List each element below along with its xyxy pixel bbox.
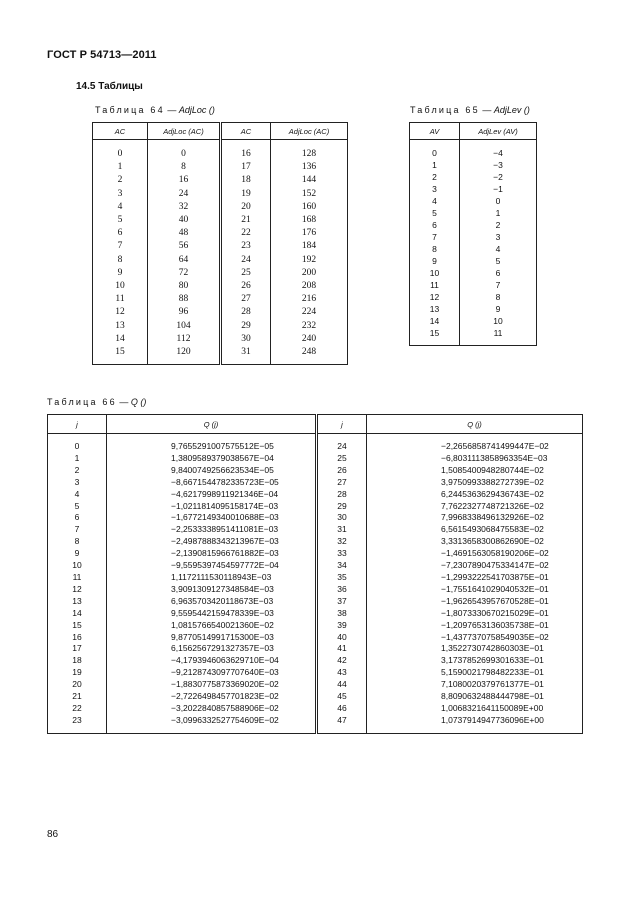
table-cell: 43 — [317, 667, 367, 679]
table-cell: 6,1562567291327357E−03 — [107, 643, 317, 655]
table-cell: 1 — [74, 452, 80, 463]
table-cell: 0 — [148, 148, 221, 161]
table-cell: 6 — [74, 512, 80, 523]
table-cell: 28 — [317, 489, 367, 501]
table-cell: 35 — [317, 572, 367, 584]
table-row — [410, 327, 537, 339]
table-cell: 14 — [72, 607, 82, 618]
table-cell: 3 — [74, 476, 80, 487]
column-header: j — [48, 415, 107, 434]
table-cell: 23 — [221, 240, 271, 253]
table-cell: 144 — [271, 174, 348, 187]
table-cell: 3,3313658300862690E−02 — [367, 536, 583, 548]
table-cell: 11 — [430, 280, 439, 290]
table-cell: 19 — [72, 667, 82, 678]
table-cell: 5 — [74, 500, 80, 511]
table-row — [93, 148, 348, 161]
table-cell: 36 — [317, 584, 367, 596]
table-cell: 136 — [271, 161, 348, 174]
table-cell: 38 — [317, 608, 367, 620]
table-row — [48, 691, 583, 703]
table-cell: −1,2993222541703875E−01 — [367, 572, 583, 584]
table-cell: 9,5595442159478339E−03 — [107, 608, 317, 620]
table-cell: 9,8400749256623534E−05 — [107, 465, 317, 477]
table-cell: −1,8830775873369020E−02 — [107, 679, 317, 691]
table-cell: 13 — [72, 595, 82, 606]
column-header: AdjLoc (AC) — [148, 123, 221, 140]
table-cell: 29 — [317, 501, 367, 513]
table-cell: −2,1390815966761882E−03 — [107, 548, 317, 560]
table-cell: 15 — [115, 347, 125, 358]
table-row — [48, 596, 583, 608]
table64-caption-name: AdjLoc () — [178, 105, 215, 115]
table-cell: 17 — [221, 161, 271, 174]
table-row — [48, 512, 583, 524]
table-row — [410, 207, 537, 219]
table-row — [48, 679, 583, 691]
table-cell: −2,2656858741499447E−02 — [367, 441, 583, 453]
table-cell: 26 — [221, 280, 271, 293]
table-cell: 7 — [460, 279, 537, 291]
table-cell: 18 — [72, 655, 82, 666]
table-cell: −1,8073330670215029E−01 — [367, 608, 583, 620]
table-cell: 30 — [317, 512, 367, 524]
table-cell: 30 — [221, 333, 271, 346]
table-row — [48, 572, 583, 584]
table-row — [48, 655, 583, 667]
table-cell: 3 — [460, 231, 537, 243]
table-row — [48, 536, 583, 548]
table-row — [93, 280, 348, 293]
table-cell: 11 — [460, 327, 537, 339]
table-cell: −1,6772149340010688E−03 — [107, 512, 317, 524]
table-cell: 3,1737852699301633E−01 — [367, 655, 583, 667]
table-cell: 15 — [429, 328, 440, 338]
table-cell: 48 — [148, 227, 221, 240]
table-cell: 40 — [317, 632, 367, 644]
table-cell: −2,2533338951411081E−03 — [107, 524, 317, 536]
table-cell: 1,0737914947736096E+00 — [367, 715, 583, 727]
table-cell: 56 — [148, 240, 221, 253]
table65-caption-prefix: Таблица 65 — [410, 105, 480, 115]
table-cell: 33 — [317, 548, 367, 560]
table-row — [48, 643, 583, 655]
table-cell: 200 — [271, 267, 348, 280]
table-cell: 168 — [271, 214, 348, 227]
table-row — [48, 524, 583, 536]
table-cell: 20 — [72, 679, 82, 690]
table-cell: −8,6671544782335723E−05 — [107, 477, 317, 489]
table-cell: 47 — [317, 715, 367, 727]
table-row — [48, 477, 583, 489]
table-row — [410, 147, 537, 159]
table-65 — [409, 122, 537, 346]
table-row — [410, 291, 537, 303]
column-header: Q (j) — [367, 415, 583, 434]
table-cell: −1,4377370758549035E−02 — [367, 632, 583, 644]
column-header: AdjLoc (AC) — [271, 123, 348, 140]
column-header: Q (j) — [107, 415, 317, 434]
table-cell: 45 — [317, 691, 367, 703]
table-cell: −1,4691563058190206E−02 — [367, 548, 583, 560]
table-row — [48, 489, 583, 501]
table-cell: 10 — [460, 315, 537, 327]
table-cell: 152 — [271, 188, 348, 201]
table-cell: 1,0068321641150089E+00 — [367, 703, 583, 715]
column-header: AC — [221, 123, 271, 140]
table-cell: 32 — [148, 201, 221, 214]
table-cell: 11 — [72, 571, 82, 582]
table-cell: 5 — [460, 255, 537, 267]
table-cell: 2 — [432, 172, 437, 182]
table-cell: 9,8770514991715300E−03 — [107, 632, 317, 644]
section-title: 14.5 Таблицы — [76, 81, 143, 92]
table-cell: 24 — [148, 188, 221, 201]
table-cell: 28 — [221, 306, 271, 319]
table-cell: 5,1590021798482233E−01 — [367, 667, 583, 679]
table-cell: −2,7226498457701823E−02 — [107, 691, 317, 703]
table-row — [410, 315, 537, 327]
table-cell: 21 — [72, 691, 82, 702]
table-cell: 41 — [317, 643, 367, 655]
table-cell: 112 — [148, 333, 221, 346]
column-header: AV — [410, 123, 460, 140]
table-cell: 184 — [271, 240, 348, 253]
table-cell: 8 — [432, 244, 437, 254]
table-cell: 232 — [271, 320, 348, 333]
table-cell: −1 — [460, 183, 537, 195]
table-cell: 7,7622327748721326E−02 — [367, 501, 583, 513]
table-cell: 1,0815766540021360E−02 — [107, 620, 317, 632]
table-cell: 46 — [317, 703, 367, 715]
table-row — [410, 219, 537, 231]
table-row — [93, 161, 348, 174]
table-cell: 4 — [432, 196, 437, 206]
table-cell: 31 — [317, 524, 367, 536]
table-row — [93, 267, 348, 280]
table-cell: 1,1172111530118943E−03 — [107, 572, 317, 584]
table-cell: 1,5085400948280744E−02 — [367, 465, 583, 477]
table-row — [48, 667, 583, 679]
table-cell: 25 — [317, 453, 367, 465]
table-cell: −2 — [460, 171, 537, 183]
table-cell: 9 — [460, 303, 537, 315]
table-row — [48, 715, 583, 727]
table-cell: 13 — [115, 320, 125, 331]
table-cell: 120 — [148, 346, 221, 359]
table-row — [48, 548, 583, 560]
table-cell: 20 — [221, 201, 271, 214]
table-cell: −9,5595397454597772E−04 — [107, 560, 317, 572]
table64-caption: Таблица 64 — AdjLoc () — [95, 105, 215, 115]
table-row — [48, 465, 583, 477]
table-cell: 7 — [117, 241, 123, 252]
table-cell: 128 — [271, 148, 348, 161]
table-cell: 0 — [460, 195, 537, 207]
table-cell: 31 — [221, 346, 271, 359]
table-cell: −1,9626543957670528E−01 — [367, 596, 583, 608]
table-cell: 9,7655291007575512E−05 — [107, 441, 317, 453]
table-cell: 4 — [117, 201, 123, 212]
table-cell: 1 — [117, 162, 123, 173]
table-cell: 6,5615493068475583E−02 — [367, 524, 583, 536]
table-row — [48, 584, 583, 596]
table-cell: 15 — [72, 619, 82, 630]
table-cell: 4 — [460, 243, 537, 255]
table-row — [48, 632, 583, 644]
table-cell: 25 — [221, 267, 271, 280]
table-cell: 23 — [72, 714, 82, 725]
table-cell: 96 — [148, 306, 221, 319]
table-cell: 44 — [317, 679, 367, 691]
table-cell: 12 — [72, 583, 82, 594]
table-cell: 80 — [148, 280, 221, 293]
column-header: AC — [93, 123, 148, 140]
table-cell: 6 — [432, 220, 437, 230]
table-cell: 19 — [221, 188, 271, 201]
table-cell: 24 — [221, 254, 271, 267]
table-cell: 21 — [221, 214, 271, 227]
table-cell: −2,4987888343213967E−03 — [107, 536, 317, 548]
table-cell: 4 — [74, 488, 80, 499]
table-cell: −1,7551641029040532E−01 — [367, 584, 583, 596]
table-cell: 7,1080020379761377E−01 — [367, 679, 583, 691]
table-cell: −4 — [460, 147, 537, 159]
table-cell: 16 — [72, 631, 82, 642]
table-row — [93, 254, 348, 267]
table66-caption-name: Q () — [130, 397, 147, 407]
table-cell: 208 — [271, 280, 348, 293]
table-row — [410, 171, 537, 183]
table-cell: 8 — [74, 536, 80, 547]
table-cell: 12 — [115, 307, 125, 318]
table-cell: −4,6217998911921346E−04 — [107, 489, 317, 501]
table-cell: 14 — [429, 316, 440, 326]
table-row — [410, 255, 537, 267]
column-header: AdjLev (AV) — [460, 123, 537, 140]
table-row — [93, 333, 348, 346]
table-cell: 64 — [148, 254, 221, 267]
table-cell: 3 — [432, 184, 437, 194]
table-cell: 72 — [148, 267, 221, 280]
table-cell: 192 — [271, 254, 348, 267]
table-row — [410, 159, 537, 171]
table-row — [93, 306, 348, 319]
table65-caption: Таблица 65 — AdjLev () — [410, 105, 530, 115]
table-cell: 37 — [317, 596, 367, 608]
table-cell: 248 — [271, 346, 348, 359]
table-row — [410, 183, 537, 195]
table65-caption-name: AdjLev () — [493, 105, 530, 115]
table-row — [410, 303, 537, 315]
table-cell: 1 — [432, 160, 437, 170]
table66-caption-prefix: Таблица 66 — [47, 397, 117, 407]
table-row — [48, 703, 583, 715]
table-cell: 26 — [317, 465, 367, 477]
table-cell: −3 — [460, 159, 537, 171]
table-cell: 11 — [115, 294, 125, 305]
table-cell: 10 — [72, 560, 82, 571]
table-cell: −1,2097653136035738E−01 — [367, 620, 583, 632]
table-row — [410, 231, 537, 243]
table-cell: −3,0996332527754609E−02 — [107, 715, 317, 727]
table-row — [48, 501, 583, 513]
table-row — [93, 293, 348, 306]
table-cell: 6 — [117, 228, 123, 239]
table-cell: 240 — [271, 333, 348, 346]
table-row — [93, 188, 348, 201]
table-cell: 1,3809589379038567E−04 — [107, 453, 317, 465]
table-cell: 2 — [117, 175, 123, 186]
table-cell: 2 — [460, 219, 537, 231]
table-cell: 8 — [148, 161, 221, 174]
table-cell: 27 — [317, 477, 367, 489]
table-cell: 32 — [317, 536, 367, 548]
table-cell: −1,0211814095158174E−03 — [107, 501, 317, 513]
table-cell: 8 — [460, 291, 537, 303]
table-cell: 10 — [429, 268, 440, 278]
table-cell: 10 — [115, 281, 125, 292]
table-row — [93, 320, 348, 333]
table-cell: 14 — [115, 333, 125, 344]
table-row — [48, 441, 583, 453]
table-cell: 3 — [117, 188, 123, 199]
table-cell: 8,8090632488444798E−01 — [367, 691, 583, 703]
table66-caption: Таблица 66 — Q () — [47, 397, 147, 407]
table-cell: 24 — [317, 441, 367, 453]
table-row — [93, 240, 348, 253]
table-row — [93, 227, 348, 240]
table-cell: 88 — [148, 293, 221, 306]
table64-caption-prefix: Таблица 64 — [95, 105, 165, 115]
table-cell: 2 — [74, 464, 80, 475]
table-cell: 0 — [74, 441, 80, 451]
table-cell: 22 — [72, 702, 82, 713]
table-cell: 216 — [271, 293, 348, 306]
table-row — [93, 201, 348, 214]
table-cell: 39 — [317, 620, 367, 632]
table-row — [93, 214, 348, 227]
table-cell: 6 — [460, 267, 537, 279]
table-cell: 7 — [432, 232, 437, 242]
table-cell: 18 — [221, 174, 271, 187]
table-cell: 176 — [271, 227, 348, 240]
table-cell: −7,2307890475334147E−02 — [367, 560, 583, 572]
table-cell: 5 — [117, 215, 123, 226]
table-cell: 3,9750993388272739E−02 — [367, 477, 583, 489]
table-cell: −4,1793946063629710E−04 — [107, 655, 317, 667]
table-cell: 0 — [117, 149, 123, 159]
table-cell: 9 — [74, 548, 80, 559]
table-cell: 9 — [117, 267, 123, 278]
table-row — [410, 195, 537, 207]
table-row — [410, 279, 537, 291]
table-cell: 1 — [460, 207, 537, 219]
table-cell: 7,9968338496132926E−02 — [367, 512, 583, 524]
table-cell: 29 — [221, 320, 271, 333]
table-64 — [92, 122, 348, 365]
table-row — [93, 174, 348, 187]
table-cell: 5 — [432, 208, 437, 218]
table-cell: 160 — [271, 201, 348, 214]
table-cell: 1,3522730742860303E−01 — [367, 643, 583, 655]
table-cell: 6,9635703420118673E−03 — [107, 596, 317, 608]
table-cell: 104 — [148, 320, 221, 333]
table-cell: 22 — [221, 227, 271, 240]
table-cell: −3,2022840857588906E−02 — [107, 703, 317, 715]
table-cell: 8 — [117, 254, 123, 265]
document-header: ГОСТ Р 54713—2011 — [47, 49, 157, 61]
table-cell: 6,2445363629436743E−02 — [367, 489, 583, 501]
table-cell: 34 — [317, 560, 367, 572]
table-cell: 17 — [72, 643, 82, 654]
table-cell: 0 — [432, 148, 437, 158]
table-cell: 16 — [148, 174, 221, 187]
table-cell: 42 — [317, 655, 367, 667]
table-row — [48, 608, 583, 620]
column-header: j — [317, 415, 367, 434]
table-cell: 7 — [74, 524, 80, 535]
table-cell: −9,2128743097707640E−03 — [107, 667, 317, 679]
table-cell: 16 — [221, 148, 271, 161]
table-row — [48, 453, 583, 465]
table-cell: 40 — [148, 214, 221, 227]
table-cell: 27 — [221, 293, 271, 306]
table-cell: 12 — [429, 292, 440, 302]
table-cell: −6,8031113858963354E−03 — [367, 453, 583, 465]
table-cell: 224 — [271, 306, 348, 319]
table-row — [93, 346, 348, 359]
table-cell: 3,9091309127348584E−03 — [107, 584, 317, 596]
page-number: 86 — [47, 829, 59, 840]
table-cell: 13 — [429, 304, 440, 314]
table-row — [410, 243, 537, 255]
table-row — [410, 267, 537, 279]
table-row — [48, 560, 583, 572]
table-66 — [47, 414, 583, 734]
table-cell: 9 — [432, 256, 437, 266]
table-row — [48, 620, 583, 632]
